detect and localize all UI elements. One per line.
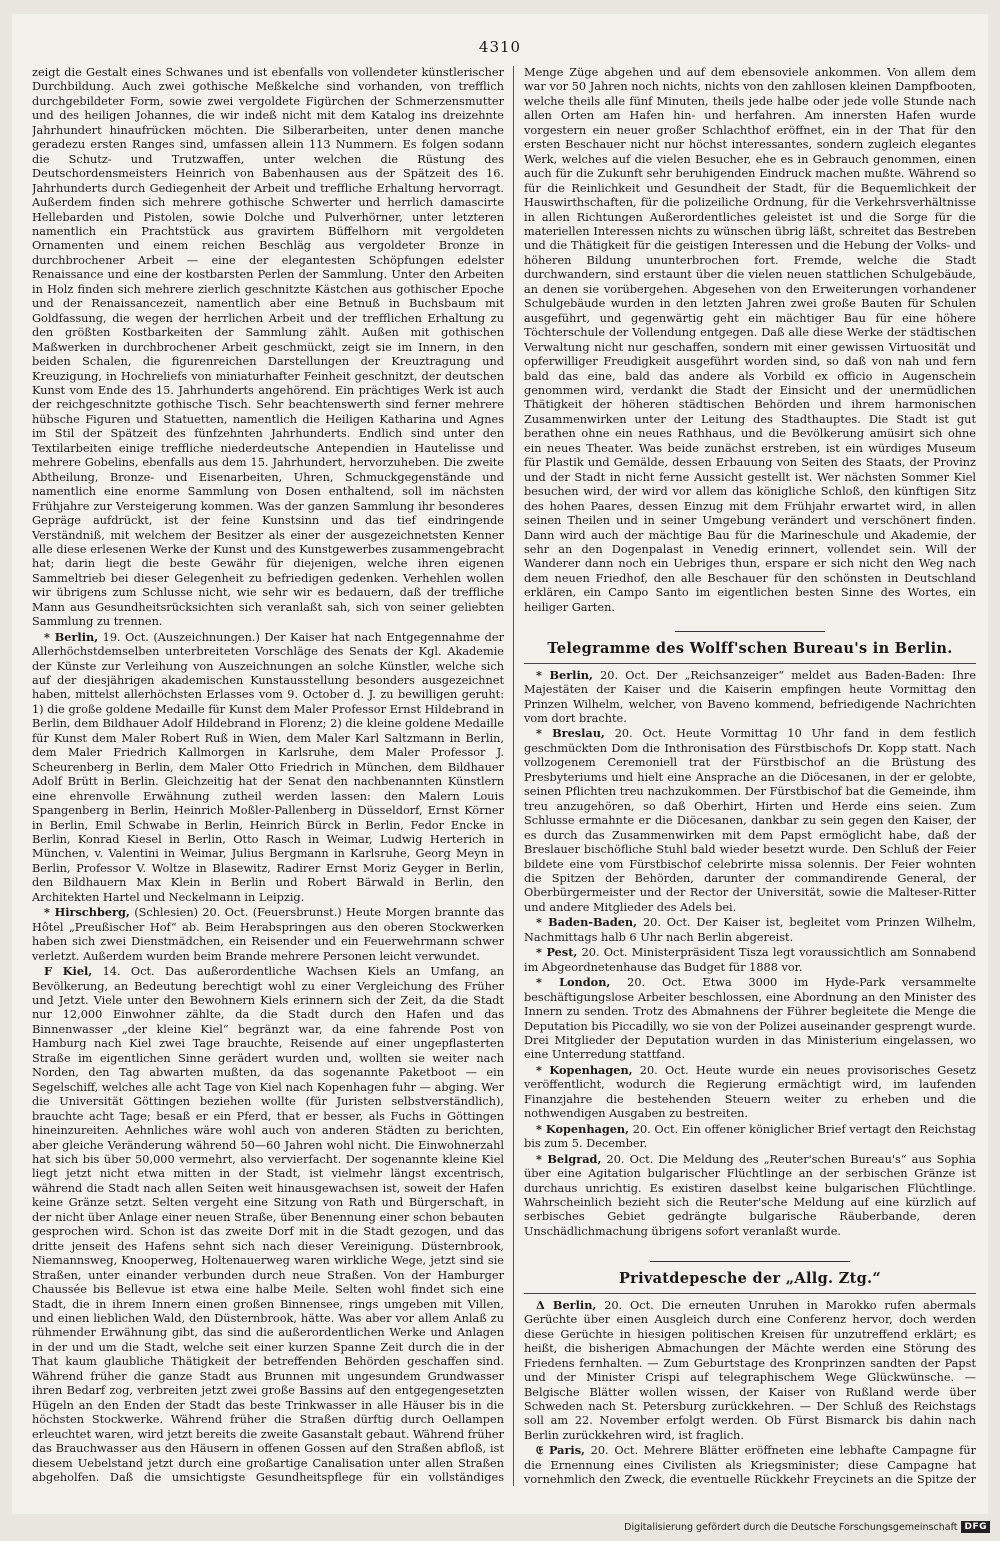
article-paragraph: zeigt die Gestalt eines Schwanes und ist ebenfalls von vollendeter künstlerischer Durchbildung. Auch zwei gothische Meßkelche sind vorhanden, von trefflich durchgebildeter Form, sowie zwei vergoldete Figürchen der Schmerzensmutter und des heiligen Johannes, die wir indeß nicht mit dem Katalog ins dreizehnte Jahrhundert hinaufrücken möchten. Die Silberarbeiten, unter denen manche geradezu ersten Ranges sind, umfassen allein 113 Nummern. Es folgen sodann die Schutz- und Trutzwaffen, unter welchen die Rüstung des Deutschordensmeisters Heinrich von Babenhausen aus der Spätzeit des 16. Jahrhunderts durch Gediegenheit der Arbeit und treffliche Erhaltung hervorragt. Außerdem finden sich mehrere gothische Schwerter und herrlich damascirte Hellebarden und Pistolen, sowie Dolche und Pulverhörner, unter letzteren namentlich ein Prachtstück aus gravirtem Büffelhorn mit vergoldeten Ornamenten und einem reichen Beschläg aus vergoldeter Bronze in durchbrochener Arbeit — eine der elegantesten Schöpfungen edelster Renaissance und eine der kostbarsten Perlen der Sammlung. Unter den Arbeiten in Holz finden sich mehrere zierlich geschnitzte Kästchen aus gothischer Epoche und der Renaissancezeit, namentlich aber eine Betnuß in Buchsbaum mit Goldfassung, die wegen der herrlichen Arbeit und der trefflichen Erhaltung zu den größten Kostbarkeiten der Sammlung zählt. Außen mit gothischen Maßwerken in durchbrochener Arbeit geschmückt, zeigt sie im Innern, in den beiden Schalen, die figurenreichen Darstellungen der Kreuztragung und Kreuzigung, in Hochreliefs von miniaturhafter Feinheit geschnitzt, der deutschen Kunst vom Ende des 15. Jahrhunderts angehörend. Ein prächtiges Werk ist auch der reichgeschnitzte gothische Tisch. Sehr beachtenswerth sind ferner mehrere hübsche Figuren und Statuetten, namentlich die Heiligen Katharina und Agnes im Stil der Spätzeit des fünfzehnten Jahrhunderts. Endlich sind unter den Textilarbeiten einige treffliche niederdeutsche Antependien in Hautelisse und mehrere Gobelins, ebenfalls aus dem 15. Jahrhundert, hervorzuheben. Die zweite Abtheilung, Bronze- und Eisenarbeiten, Uhren, Schmuckgegenstände und namentlich eine enorme Sammlung von Dosen enthaltend, soll im nächsten Frühjahre zur Versteigerung kommen. Was der ganzen Sammlung ihr besonderes Gepräge aufdrückt, ist der feine Kunstsinn und das tief eindringende Verständniß, mit welchem der Besitzer als einer der ausgezeichnetsten Kenner alle diese erlesenen Werke der Kunst und des Kunstgewerbes zusammengebracht hat; darin liegt die beste Gewähr für diejenigen, welche ihren eigenen Sammeltrieb bei dieser Gelegenheit zu befriedigen gedenken. Verhehlen wollen wir übrigens zum Schlusse nicht, wie sehr wir es bedauern, daß der treffliche Mann aus Gesundheitsrücksichten sich veranlaßt sah, sich von seiner geliebten Sammlung zu trennen. [32, 66, 504, 629]
news-item-berlin [32, 630, 504, 906]
telegram-text: 20. Oct. Ministerpräsident Tisza legt voraussichtlich am Sonnabend im Abgeordnetenhause das Budget für 1888 vor. [524, 946, 976, 974]
dateline: Δ Berlin, [536, 1297, 597, 1312]
digitization-credit [624, 1521, 990, 1533]
telegram-text: 20. Oct. Etwa 3000 im Hyde-Park versammelte beschäftigungslose Arbeiter beschlossen, eine Abordnung an den Minister des Innern zu senden. Trotz des Abmahnens der Führer begleitete die Menge die Deputation bis Piccadilly, wo sie von der Polizei auseinander gesprengt wurde. Drei Mitglieder der Deputation wurden in das Ministerium eingelassen, wo eine Unterredung stattfand. [524, 976, 976, 1062]
telegram-text: 20. Oct. Heute Vormittag 10 Uhr fand in dem festlich geschmückten Dom die Inthronisation des Fürstbischofs Dr. Kopp statt. Nach vollzogenem Ceremoniell trat der Fürstbischof an die Brüstung des Presbyteriums und hielt eine Ansprache an die Diöcesanen, in der er gelobte, seinen Pflichten treu nachzukommen. Der Fürstbischof bat die Gemeinde, ihm treu anzugehören, so daß Oberhirt, Hirten und Herde eins seien. Zum Schlusse ermahnte er die Diöcesanen, dankbar zu sein gegen den Kaiser, der es durch das Zusammenwirken mit dem Papst ermöglicht habe, daß der Breslauer bischöfliche Stuhl bald wieder besetzt wurde. Den Schluß der Feier bildete eine vom Fürstbischof celebrirte missa solennis. Der Feier wohnten die Spitzen der Behörden, darunter der commandirende General, der Oberbürgermeister und der Rector der Universität, sowie die Malteser-Ritter und andere Mitglieder des Adels bei. [524, 727, 976, 914]
newspaper-page [12, 14, 988, 1514]
credit-text: Digitalisierung gefördert durch die Deutsche Forschungsgemeinschaft [624, 1521, 958, 1533]
dateline: * Baden-Baden, [536, 915, 638, 930]
dateline: * Berlin, [536, 667, 593, 682]
dispatch-text: 20. Oct. Die erneuten Unruhen in Marokko rufen abermals Gerüchte über einen Ausgleich durch eine Conferenz hervor, doch werden diese Gerüchte in hiesigen politischen Kreisen für unzutreffend erklärt; es heißt, die bisherigen Abmachungen der Mächte werden eine Störung des Friedens fernhalten. — Zum Geburtstage des Kronprinzen sandten der Papst und der Minister Crispi auf telegraphischem Wege Glückwünsche. — Belgische Blätter wollen wissen, der Kaiser von Rußland werde über Schweden nach St. Petersburg zurückkehren. — Der Schluß des Reichstags soll am 22. November erfolgt werden. Ob Fürst Bismarck bis dahin nach Berlin zurückkehren wird, ist fraglich. [524, 1298, 976, 1442]
telegram-text: 20. Oct. Der Kaiser ist, begleitet vom Prinzen Wilhelm, Nachmittags halb 6 Uhr nach Berlin abgereist. [524, 916, 976, 944]
dispatch-item [524, 1443, 976, 1486]
telegram-item [524, 1152, 976, 1240]
section-divider [675, 631, 825, 632]
left-column [32, 66, 504, 1486]
dateline: * Hirschberg, [44, 905, 130, 920]
telegram-text: 20. Oct. Ein offener königlicher Brief vertagt den Reichstag bis zum 5. December. [524, 1122, 976, 1151]
heading-rule [524, 1293, 976, 1294]
dispatch-text: 20. Oct. Mehrere Blätter eröffneten eine lebhafte Campagne für die Ernennung eines Civilisten als Kriegsminister; diese Campagne hat vornehmlich den Zweck, die eventuelle Rückkehr Freycinets an die Spitze der [524, 1444, 976, 1486]
page-number: 4310 [478, 38, 522, 56]
news-item-hirschberg [32, 905, 504, 964]
telegram-item [524, 975, 976, 1063]
dateline: * Kopenhagen, [536, 1121, 630, 1136]
column-divider [513, 66, 514, 1486]
telegram-item [524, 1063, 976, 1122]
telegram-text: 20. Oct. Der „Reichsanzeiger“ meldet aus Baden-Baden: Ihre Majestäten der Kaiser und die Kaiserin empfingen heute Vormittag den Prinzen Wilhelm, welcher, von Baveno kommend, befriedigende Nachrichten vom dort brachte. [524, 668, 976, 726]
dateline: 𝔈 Paris, [536, 1443, 585, 1458]
dispatch-item [524, 1298, 976, 1444]
private-dispatch-heading: Privatdepesche der „Allg. Ztg.“ [618, 1270, 882, 1288]
dateline: F Kiel, [44, 964, 93, 979]
news-text: 19. Oct. (Auszeichnungen.) Der Kaiser hat nach Entgegennahme der Allerhöchstdemselben unterbreiteten Vorschläge des Senats der Kgl. Akademie der Künste zur Verleihung von Auszeichnungen an solche Künstler, welche sich auf der diesjährigen akademischen Kunstausstellung besonders ausgezeichnet haben, mittelst allerhöchsten Erlasses vom 9. October d. J. zu bewilligen geruht: 1) die große goldene Medaille für Kunst dem Maler Professor Ernst Hildebrand in Berlin, dem Bildhauer Adolf Hildebrand in Florenz; 2) die kleine goldene Medaille für Kunst dem Maler Robert Ruß in Wien, dem Maler Karl Saltzmann in Berlin, dem Maler Friedrich Kallmorgen in Karlsruhe, dem Maler Professor J. Scheurenberg in Berlin, dem Maler Otto Friedrich in München, dem Bildhauer Adolf Brütt in Berlin. Gleichzeitig hat der Senat den nachbenannten Künstlern eine ehrenvolle Erwähnung zutheil werden lassen: den Malern Louis Spangenberg in Berlin, Heinrich Moßler-Pallenberg in Düsseldorf, Ernst Körner in Berlin, Emil Schwabe in Berlin, Heinrich Bürck in Berlin, Fedor Encke in Berlin, Konrad Kiesel in Berlin, Otto Rasch in Weimar, Ludwig Herterich in München, v. Valentini in Weimar, Julius Bergmann in Karlsruhe, Georg Meyn in Berlin, Professor V. Woltze in Blasewitz, Radirer Ernst Moriz Geyger in Berlin, den Bildhauern Max Klein in Berlin und Robert Bärwald in Berlin, den Architekten Hartel und Neckelmann in Leipzig. [32, 630, 504, 904]
news-item-kiel [32, 964, 504, 1486]
dfg-logo: DFG [961, 1521, 990, 1533]
news-text: (Schlesien) 20. Oct. (Feuersbrunst.) Heute Morgen brannte das Hôtel „Preußischer Hof“ ab. Beim Herabspringen aus den oberen Stockwerken haben sich zwei Dienstmädchen, ein Reisender und ein Feuerwehrmann schwer verletzt. Außerdem wurden beim Brande mehrere Personen leicht verwundet. [32, 906, 504, 963]
dateline: * Berlin, [44, 629, 99, 644]
dateline: * Kopenhagen, [536, 1062, 633, 1077]
heading-rule [524, 663, 976, 664]
dateline: * Breslau, [536, 726, 605, 741]
telegram-item [524, 1122, 976, 1152]
telegram-item [524, 668, 976, 727]
dateline: * Pest, [536, 945, 578, 960]
dateline: * Belgrad, [536, 1151, 602, 1166]
telegram-item [524, 915, 976, 945]
telegram-item [524, 726, 976, 915]
section-divider [650, 1261, 850, 1262]
news-text: 14. Oct. Das außerordentliche Wachsen Kiels an Umfang, an Bevölkerung, an Bedeutung berechtigt wohl zu einer Vergleichung des Früher und Jetzt. Viele unter den Bewohnern Kiels erinnern sich der Zeit, da die Stadt nur 12,000 Einwohner zählte, da die Stadt durch den Hafen und das Binnenwasser „der kleine Kiel“ begränzt war, da eine fahrende Post von Hamburg nach Kiel zwei Tage brauchte, Reisende auf einer ungepflasterten Straße im eigentlichen Sinne gerädert wurden und, wollten sie weiter nach Norden, den Tag abwarten mußten, da das sogenannte Paketboot — ein Segelschiff, welches alle acht Tage von Kiel nach Kopenhagen fuhr — abging. Wer die Universität Göttingen beziehen wollte (für Juristen selbstverständlich), brauchte acht Tage; besaß er ein Pferd, that er besser, als Fuchs in Göttingen hineinzureiten. Aehnliches wäre wohl auch von anderen Städten zu berichten, aber gleiche Veränderung während 50—60 Jahren wohl nicht. Die Einwohnerzahl hat sich bis über 50,000 vermehrt, also vervierfacht. Der sogenannte kleine Kiel liegt jetzt nicht etwa mitten in der Stadt, ist vielmehr längst excentrisch, während die Stadt nach allen Seiten weit hinausgewachsen ist, soweit der Hafen keine Gränze setzt. Selten vergeht eine Sitzung von Rath und Bürgerschaft, in der nicht über Anlage einer neuen Straße, über Benennung einer schon bebauten gesprochen wird. Schon ist das zweite Dorf mit in die Stadt gezogen, und das dritte jenseit des Hafens sehnt sich nach dieser Vereinigung. Düsternbrook, Niemannsweg, Knooperweg, Holtenauerweg waren wirkliche Wege, jetzt sind sie Straßen, unter einander verbunden durch neue Straßen. Von der Hamburger Chaussée bis Bellevue ist etwa eine halbe Meile. Selten wohl findet sich eine Stadt, die in ihrem Innern einen großen Binnensee, rings umgeben mit Villen, und einen lieblichen Wald, den Düsternbrook, hätte. Was aber vor allem Anlaß zu rühmender Erwähnung gibt, das sind die außerordentlichen Werke und Anlagen in der und um die Stadt, welche seit einer kurzen Spanne Zeit durch die in der That kaum glaubliche Thätigkeit der betreffenden Behörden geschaffen sind. Während früher die ganze Stadt aus Brunnen mit ungesundem Grundwasser ihren Bedarf zog, verbreiten jetzt zwei große Bassins auf den entgegengesetzten Hügeln an den Enden der Stadt das beste Trinkwasser in alle Häuser bis in die höchsten Stockwerke. Während früher die Straßen dürftig durch Oellampen erleuchtet waren, wird jetzt bereits die zweite Gasanstalt gebaut. Während früher das Brauchwasser aus den Häusern in offenen Gossen auf den Straßen abfloß, ist diesem Uebelstand jetzt durch eine großartige Canalisation unter allen Straßen abgeholfen. Daß die umsichtigste Gesundheitspflege für ein vollständiges [32, 965, 504, 1484]
telegram-text: 20. Oct. Heute wurde ein neues provisorisches Gesetz veröffentlicht, wodurch die Regierung ermächtigt wird, im laufenden Finanzjahre die bestehenden Steuern weiter zu erheben und die nothwendigen Ausgaben zu bestreiten. [524, 1063, 976, 1121]
article-continuation: Menge Züge abgehen und auf dem ebensoviele ankommen. Von allem dem war vor 50 Jahren noch nichts, nichts von den zahllosen kleinen Dampfbooten, welche theils alle fünf Minuten, theils jede halbe oder jede volle Stunde nach allen Orten am Hafen hin- und herfahren. Am innersten Hafen wurde vorgestern ein neuer großer Schlachthof eröffnet, ein in der That für den ersten Beschauer nicht nur höchst interessantes, sondern zugleich elegantes Werk, welches auf die vielen Besucher, ehe es in Gebrauch genommen, einen auch für die Zukunft sehr beruhigenden Eindruck machen mußte. Während so für die Reinlichkeit und Gesundheit der Stadt, für die Bequemlichkeit der Hauswirthschaften, für die polizeiliche Ordnung, für die Verkehrsverhältnisse in allen Richtungen Außerordentliches geleistet ist und die Sorge für die materiellen Interessen nichts zu wünschen übrig läßt, schreitet das Bestreben und die Thätigkeit für die geistigen Interessen und die Hebung der Volks- und höheren Bildung ununterbrochen fort. Fremde, welche die Stadt durchwandern, sind erstaunt über die vielen neuen stattlichen Schulgebäude, an denen sie vorübergehen. Abgesehen von den Erweiterungen vorhandener Schulgebäude wurden in den letzten Jahren zwei große Bauten für Schulen ausgeführt, und gegenwärtig geht ein mächtiger Bau für eine höhere Töchterschule der Vollendung entgegen. Daß alle diese Werke der städtischen Verwaltung nicht nur geschaffen, sondern mit einer gewissen Virtuosität und opferwilliger Freudigkeit ausgeführt worden sind, so daß von nah und fern bald das eine, bald das andere als Vorbild ex officio in Augenschein genommen wird, verdankt die Stadt der Einsicht und der unermüdlichen Thätigkeit der höheren städtischen Behörden und ihrem harmonischen Zusammenwirken unter der Leitung des Stadthauptes. Die Stadt ist gut berathen ohne ein neues Rathhaus, und die Bevölkerung amüsirt sich ohne ein neues Theater. Was beide zunächst erstreben, ist ein würdiges Museum für Plastik und Gemälde, dessen Erbauung von Seiten des Staats, der Provinz und der Stadt in nicht ferne Aussicht gestellt ist. Wer nächsten Sommer Kiel besuchen wird, der wird vor allem das königliche Schloß, den künftigen Sitz des hohen Paares, dessen Einzug mit dem Frühjahr erwartet wird, in allen seinen Theilen und in seiner Umgebung verändert und verschönert finden. Dann wird auch der mächtige Bau für die Marineschule und Akademie, der sehr an den Dogenpalast in Venedig erinnert, vollendet sein. Will der Wanderer dann noch ein Uebriges thun, erspare er sich nicht den Weg nach dem neuen Friedhof, den alle Beschauer für den schönsten in Deutschland erklären, ein Campo Santo im eigentlichen besten Sinne des Wortes, ein heiliger Garten. [524, 66, 976, 614]
telegrams-heading: Telegramme des Wolff'schen Bureau's in Berlin. [547, 640, 953, 658]
dateline: * London, [536, 975, 611, 990]
telegram-text: 20. Oct. Die Meldung des „Reuter'schen Bureau's“ aus Sophia über eine Agitation bulgarischer Flüchtlinge an der serbischen Gränze ist durchaus unrichtig. Es existiren daselbst keine bulgarischen Flüchtlinge. Wahrscheinlich bezieht sich die Reuter'sche Meldung auf eine kürzlich auf serbisches Gebiet gedrängte bulgarische Räuberbande, deren Unschädlichmachung übrigens sofort veranlaßt wurde. [524, 1152, 976, 1238]
telegram-item [524, 945, 976, 975]
right-column [524, 66, 976, 1486]
